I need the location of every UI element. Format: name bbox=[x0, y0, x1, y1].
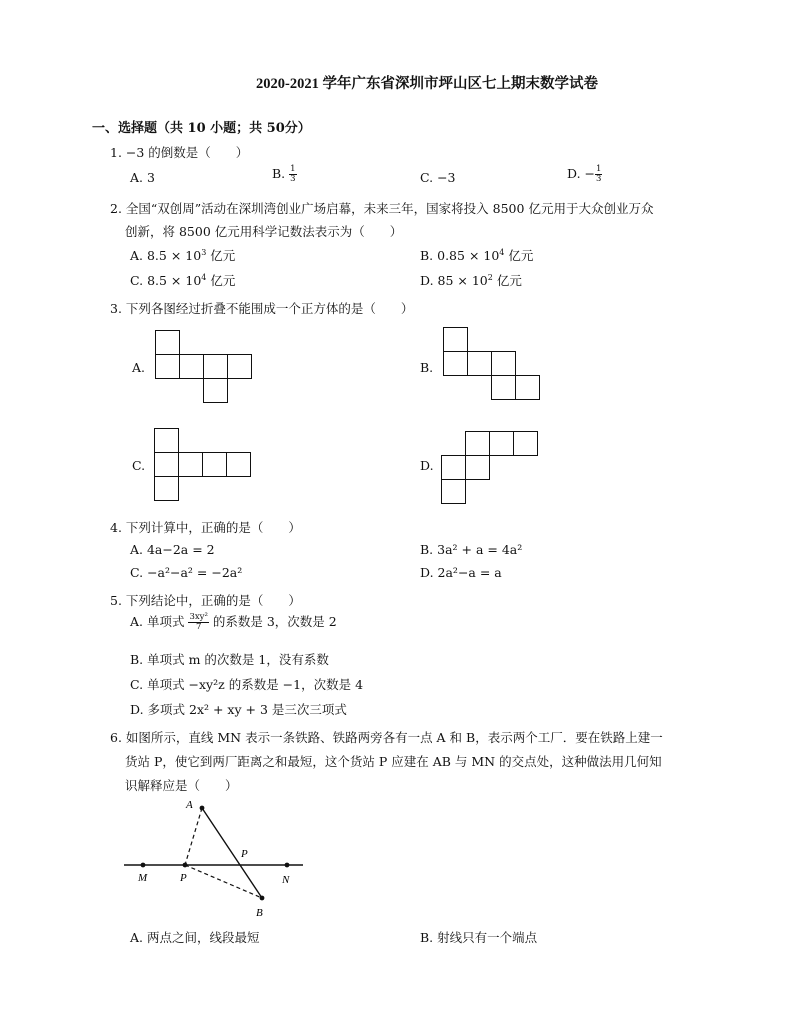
point-b bbox=[260, 896, 265, 901]
q3-stem: 3. 下列各图经过折叠不能围成一个正方体的是（ ） bbox=[110, 301, 414, 316]
q3-option-c-label: C. bbox=[132, 458, 146, 473]
point-n bbox=[285, 863, 290, 868]
point-p-bottom bbox=[183, 863, 188, 868]
q4-option-b: B. 3a² + a = 4a² bbox=[420, 542, 523, 557]
q6-option-a: A. 两点之间，线段最短 bbox=[130, 930, 260, 945]
q2-option-d: D. $85 \times 10^2$ 亿元 bbox=[420, 273, 522, 288]
point-m bbox=[141, 863, 146, 868]
label-a: A bbox=[186, 799, 193, 811]
q2-option-c: C. $8.5 \times 10^4$ 亿元 bbox=[130, 273, 236, 288]
q2-stem-line1: 2. 全国“双创周”活动在深圳湾创业广场启幕，未来三年，国家将投入 8500 亿元用于大众创业万众 bbox=[110, 201, 654, 216]
q2-stem-line2: 创新，将 8500 亿元用科学记数法表示为（ ） bbox=[125, 224, 403, 239]
q3-option-b-label: B. bbox=[420, 360, 434, 375]
point-a bbox=[200, 806, 205, 811]
q1-option-d-label: D. − bbox=[567, 166, 595, 181]
q5-stem: 5. 下列结论中，正确的是（ ） bbox=[110, 593, 301, 608]
q4-option-d: D. 2a²−a = a bbox=[420, 565, 502, 580]
q6-option-b: B. 射线只有一个端点 bbox=[420, 930, 538, 945]
q2-option-b: B. $0.85 \times 10^4$ 亿元 bbox=[420, 248, 534, 263]
q4-option-a: A. 4a−2a = 2 bbox=[130, 542, 215, 557]
label-p-top: P bbox=[241, 848, 248, 860]
q5-option-d: D. 多项式 2x² + xy + 3 是三次三项式 bbox=[130, 702, 347, 717]
q5-option-b: B. 单项式 m 的次数是 1，没有系数 bbox=[130, 652, 329, 667]
q6-stem-line1: 6. 如图所示，直线 MN 表示一条铁路、铁路两旁各有一点 A 和 B，表示两个工厂．要在铁路上建一 bbox=[110, 730, 663, 745]
q1-option-b-label: B. bbox=[272, 166, 286, 181]
label-b: B bbox=[256, 907, 263, 919]
fraction: $\frac{1}{3}$ bbox=[290, 164, 296, 184]
q5-option-c: C. 单项式 −xy²z 的系数是 −1，次数是 4 bbox=[130, 677, 364, 692]
q6-stem-line3: 识解释应是（ ） bbox=[125, 778, 238, 793]
q5-option-a: A. 单项式 $\frac{\text{3xy²}}{7}$ 的系数是 3，次数是 2 bbox=[130, 612, 337, 632]
q1-option-a: A. 3 bbox=[130, 170, 155, 185]
fraction: $\frac{1}{3}$ bbox=[596, 164, 602, 184]
q2-option-a: A. $8.5 \times 10^3$ 亿元 bbox=[130, 248, 236, 263]
q3-option-a-label: A. bbox=[132, 360, 146, 375]
q1-option-c: C. −3 bbox=[420, 170, 456, 185]
q6-stem-line2: 货站 P，使它到两厂距离之和最短，这个货站 P 应建在 AB 与 MN 的交点处，这种做法用几何知 bbox=[125, 754, 662, 769]
label-m: M bbox=[138, 872, 148, 884]
q4-stem: 4. 下列计算中，正确的是（ ） bbox=[110, 520, 301, 535]
q4-option-c: C. −a²−a² = −2a² bbox=[130, 565, 243, 580]
fraction: $\frac{\text{3xy²}}{7}$ bbox=[189, 612, 208, 632]
dashed-ap bbox=[185, 808, 202, 865]
label-n: N bbox=[282, 874, 290, 886]
page-title: 2020-2021 学年广东省深圳市坪山区七上期末数学试卷 bbox=[256, 76, 598, 92]
q1-stem: 1. −3 的倒数是（ ） bbox=[110, 145, 249, 160]
section-heading: 一、选择题（共 10 小题；共 50分） bbox=[92, 121, 311, 136]
q3-option-d-label: D. bbox=[420, 458, 434, 473]
label-p-bottom: P bbox=[180, 872, 187, 884]
